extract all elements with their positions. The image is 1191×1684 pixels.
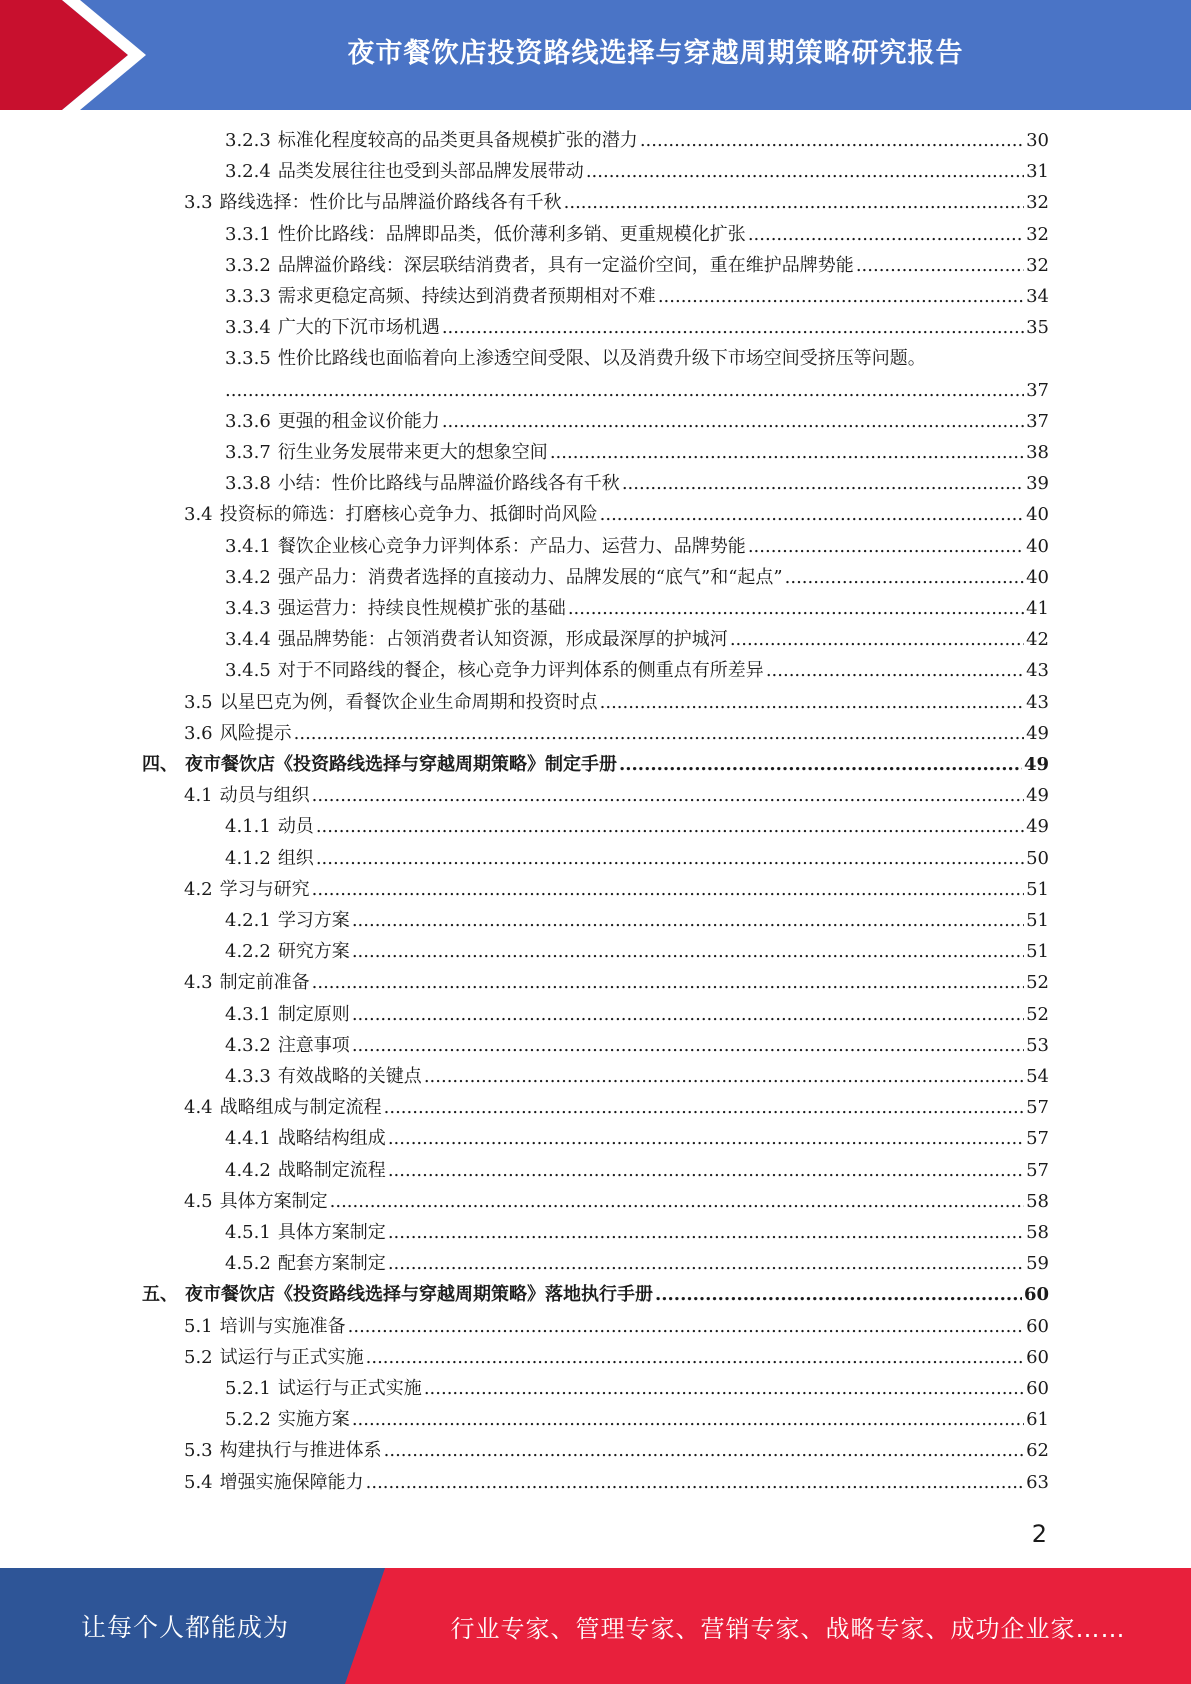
toc-dot-leader — [785, 565, 1024, 591]
toc-dot-leader — [766, 658, 1024, 684]
toc-dot-leader — [748, 222, 1024, 248]
toc-dot-leader — [225, 378, 1024, 404]
toc-entry[interactable] — [184, 690, 1049, 716]
toc-dot-leader — [388, 1126, 1024, 1152]
toc-entry[interactable] — [225, 1158, 1049, 1184]
toc-entry-page: 52 — [1026, 972, 1049, 994]
toc-entry-title: 动员与组织 — [219, 785, 310, 807]
toc-dot-leader — [366, 1470, 1024, 1496]
toc-entry-page: 37 — [1026, 379, 1049, 401]
toc-entry-continuation[interactable] — [225, 378, 1049, 404]
toc-entry-title: 制定前准备 — [219, 972, 310, 994]
toc-entry-page: 59 — [1026, 1253, 1049, 1275]
toc-entry-title: 注意事项 — [277, 1034, 350, 1056]
toc-entry-page: 31 — [1026, 161, 1049, 183]
toc-chapter-entry[interactable] — [142, 1282, 1049, 1308]
toc-entry-number: 5.2 — [184, 1346, 213, 1368]
toc-entry[interactable] — [225, 409, 1049, 435]
toc-dot-leader — [384, 1438, 1024, 1464]
toc-entry-page: 58 — [1026, 1190, 1049, 1212]
toc-entry-page: 57 — [1026, 1128, 1049, 1150]
toc-entry-page: 60 — [1026, 1346, 1049, 1368]
toc-entry-number: 4.3.2 — [225, 1034, 271, 1056]
footer-roles: 行业专家、管理专家、营销专家、战略专家、成功企业家…… — [450, 1614, 1126, 1643]
toc-dot-leader — [316, 846, 1024, 872]
toc-entry-number: 3.4.1 — [225, 535, 271, 557]
toc-entry-title: 性价比路线：品牌即品类，低价薄利多销、更重规模化扩张 — [277, 223, 746, 245]
toc-entry-number: 3.3.1 — [225, 223, 271, 245]
toc-entry-number: 5.2.1 — [225, 1378, 271, 1399]
toc-dot-leader — [352, 1033, 1024, 1059]
toc-entry-page: 51 — [1026, 910, 1049, 931]
toc-entry[interactable] — [184, 783, 1049, 809]
toc-entry-title: 强产品力：消费者选择的直接动力、品牌发展的“底气”和“起点” — [277, 566, 783, 588]
toc-entry-number: 4.3.3 — [225, 1066, 271, 1087]
toc-entry-page: 39 — [1026, 473, 1049, 495]
toc-entry-page: 43 — [1026, 660, 1049, 682]
toc-entry[interactable] — [225, 1126, 1049, 1152]
toc-entry-number: 4.1.2 — [225, 847, 271, 869]
toc-entry-title: 投资标的筛选：打磨核心竞争力、抵御时尚风险 — [219, 504, 598, 526]
toc-entry-number: 3.4.2 — [225, 566, 271, 588]
toc-entry[interactable] — [184, 190, 1049, 216]
toc-entry[interactable] — [184, 877, 1049, 903]
toc-entry[interactable] — [184, 970, 1049, 996]
toc-entry-title: 配套方案制定 — [277, 1253, 386, 1275]
toc-dot-leader — [748, 534, 1024, 560]
toc-entry-number: 3.4 — [184, 504, 213, 526]
toc-entry-title: 战略制定流程 — [277, 1159, 386, 1181]
toc-entry[interactable] — [225, 1376, 1049, 1402]
toc-entry-page: 42 — [1026, 629, 1049, 651]
toc-entry[interactable] — [184, 1314, 1049, 1340]
toc-dot-leader — [348, 1314, 1024, 1340]
toc-dot-leader — [442, 315, 1024, 341]
toc-entry-title: 衍生业务发展带来更大的想象空间 — [277, 442, 548, 463]
toc-entry-page: 63 — [1026, 1471, 1049, 1493]
toc-dot-leader — [294, 721, 1024, 747]
toc-dot-leader — [622, 471, 1024, 497]
toc-dot-leader — [312, 783, 1024, 809]
toc-entry-title: 需求更稳定高频、持续达到消费者预期相对不难 — [277, 286, 656, 307]
toc-entry-page: 34 — [1026, 286, 1049, 307]
toc-entry-page: 37 — [1026, 410, 1049, 432]
toc-entry[interactable] — [225, 1220, 1049, 1246]
toc-dot-leader — [330, 1189, 1024, 1215]
toc-entry-number: 3.4.3 — [225, 598, 271, 619]
toc-entry-page: 54 — [1026, 1066, 1049, 1087]
toc-entry-title: 品类发展往往也受到头部品牌发展带动 — [277, 161, 584, 183]
toc-entry-title: 学习与研究 — [219, 878, 310, 900]
toc-entry-title: 强运营力：持续良性规模扩张的基础 — [277, 598, 566, 619]
toc-entry-title: 试运行与正式实施 — [219, 1346, 364, 1368]
toc-entry-number: 四、 — [142, 754, 178, 775]
toc-dot-leader — [388, 1251, 1024, 1277]
toc-entry-number: 4.1.1 — [225, 816, 271, 838]
toc-entry[interactable] — [225, 565, 1049, 591]
toc-entry[interactable] — [225, 1064, 1049, 1090]
toc-entry-page: 30 — [1026, 130, 1049, 151]
toc-dot-leader — [550, 440, 1024, 466]
page-header — [0, 0, 1191, 110]
toc-entry-number: 3.2.3 — [225, 130, 271, 151]
toc-entry-title: 以星巴克为例，看餐饮企业生命周期和投资时点 — [219, 691, 598, 713]
toc-entry-number: 4.4 — [184, 1097, 213, 1119]
toc-entry-page: 52 — [1026, 1003, 1049, 1025]
toc-entry-page: 32 — [1026, 223, 1049, 245]
toc-entry-number: 4.3.1 — [225, 1003, 271, 1025]
toc-entry[interactable] — [225, 222, 1049, 248]
toc-entry-number: 4.5.1 — [225, 1222, 271, 1243]
toc-entry-page: 62 — [1026, 1440, 1049, 1462]
toc-entry-page: 49 — [1026, 722, 1049, 744]
toc-entry-title: 风险提示 — [219, 722, 292, 744]
toc-entry-title: 夜市餐饮店《投资路线选择与穿越周期策略》落地执行手册 — [185, 1284, 653, 1306]
toc-entry-number: 3.3.7 — [225, 442, 271, 463]
toc-entry[interactable] — [225, 1251, 1049, 1277]
document-title: 夜市餐饮店投资路线选择与穿越周期策略研究报告 — [347, 37, 964, 69]
toc-entry-title: 动员 — [277, 816, 314, 838]
toc-entry-number: 3.6 — [184, 722, 213, 744]
toc-entry-title: 强品牌势能：占领消费者认知资源，形成最深厚的护城河 — [277, 629, 728, 651]
toc-entry-page: 41 — [1026, 598, 1049, 619]
toc-entry[interactable] — [225, 846, 1049, 872]
toc-entry-title: 夜市餐饮店《投资路线选择与穿越周期策略》制定手册 — [185, 754, 617, 775]
toc-entry-number: 3.4.4 — [225, 629, 271, 651]
page-number: 2 — [1031, 1520, 1047, 1548]
toc-dot-leader — [388, 1220, 1024, 1246]
toc-entry-page: 58 — [1026, 1222, 1049, 1243]
toc-entry-number: 3.3.5 — [225, 348, 271, 370]
toc-entry-number: 5.4 — [184, 1471, 213, 1493]
toc-entry-number: 4.3 — [184, 972, 213, 994]
toc-entry-title: 组织 — [277, 847, 314, 869]
toc-entry-title: 餐饮企业核心竞争力评判体系：产品力、运营力、品牌势能 — [277, 535, 746, 557]
toc-entry-number: 3.3 — [184, 192, 213, 214]
toc-entry-number: 4.2.1 — [225, 910, 271, 931]
toc-entry-title: 有效战略的关键点 — [277, 1066, 422, 1087]
toc-dot-leader — [312, 877, 1024, 903]
toc-entry[interactable] — [225, 1407, 1049, 1433]
toc-entry-number: 4.4.1 — [225, 1128, 271, 1150]
toc-dot-leader — [586, 159, 1024, 185]
toc-entry[interactable] — [225, 814, 1049, 840]
toc-entry-title: 路线选择：性价比与品牌溢价路线各有千秋 — [219, 192, 562, 214]
toc-dot-leader — [424, 1064, 1024, 1090]
toc-entry[interactable] — [225, 534, 1049, 560]
toc-entry-title: 广大的下沉市场机遇 — [277, 317, 440, 339]
toc-entry[interactable] — [184, 1470, 1049, 1496]
footer-slogan: 让每个人都能成为 — [80, 1613, 289, 1642]
toc-dot-leader — [600, 502, 1024, 528]
toc-entry-number: 4.5 — [184, 1190, 213, 1212]
toc-entry[interactable] — [184, 1095, 1049, 1121]
toc-entry-page: 40 — [1026, 566, 1049, 588]
toc-entry-number: 五、 — [142, 1284, 178, 1306]
toc-entry[interactable] — [225, 159, 1049, 185]
toc-entry-title: 战略组成与制定流程 — [219, 1097, 382, 1119]
toc-entry[interactable] — [225, 658, 1049, 684]
toc-entry-title: 小结：性价比路线与品牌溢价路线各有千秋 — [277, 473, 620, 495]
toc-entry[interactable] — [225, 128, 1049, 154]
toc-entry-title: 具体方案制定 — [219, 1190, 328, 1212]
toc-dot-leader — [442, 409, 1024, 435]
toc-entry-number: 4.2 — [184, 878, 213, 900]
toc-entry-page: 49 — [1026, 816, 1049, 838]
toc-entry[interactable] — [184, 1438, 1049, 1464]
toc-entry-number: 3.5 — [184, 691, 213, 713]
toc-entry-title: 对于不同路线的餐企，核心竞争力评判体系的侧重点有所差异 — [277, 660, 764, 682]
toc-entry-page: 51 — [1026, 878, 1049, 900]
toc-entry-page: 51 — [1026, 941, 1049, 963]
toc-dot-leader — [352, 908, 1024, 934]
toc-dot-leader — [316, 814, 1024, 840]
toc-entry[interactable] — [225, 346, 1049, 372]
toc-entry-page: 43 — [1026, 691, 1049, 713]
toc-entry[interactable] — [184, 502, 1049, 528]
toc-entry-page: 60 — [1023, 1284, 1049, 1306]
toc-entry-page: 60 — [1026, 1315, 1049, 1337]
toc-entry[interactable] — [225, 596, 1049, 622]
toc-dot-leader — [730, 627, 1024, 653]
toc-entry-title: 实施方案 — [277, 1409, 350, 1431]
toc-entry-page: 60 — [1026, 1378, 1049, 1399]
toc-dot-leader — [388, 1158, 1024, 1184]
toc-entry-page: 57 — [1026, 1159, 1049, 1181]
toc-entry-page: 61 — [1026, 1409, 1049, 1431]
toc-entry-number: 3.4.5 — [225, 660, 271, 682]
toc-entry-title: 研究方案 — [277, 941, 350, 963]
toc-entry[interactable] — [225, 939, 1049, 965]
toc-entry-number: 5.1 — [184, 1315, 213, 1337]
toc-entry[interactable] — [225, 440, 1049, 466]
toc-dot-leader — [352, 1407, 1024, 1433]
toc-entry-page: 49 — [1023, 754, 1049, 775]
toc-entry-page: 50 — [1026, 847, 1049, 869]
toc-entry[interactable] — [225, 471, 1049, 497]
toc-entry-number: 4.4.2 — [225, 1159, 271, 1181]
toc-entry-title: 培训与实施准备 — [219, 1315, 346, 1337]
toc-entry-number: 3.2.4 — [225, 161, 271, 183]
toc-entry-title: 品牌溢价路线：深层联结消费者，具有一定溢价空间，重在维护品牌势能 — [277, 254, 854, 276]
toc-entry-number: 3.3.2 — [225, 254, 271, 276]
toc-dot-leader — [352, 1002, 1024, 1028]
toc-entry-page: 38 — [1026, 442, 1049, 463]
toc-entry-title: 试运行与正式实施 — [277, 1378, 422, 1399]
toc-entry[interactable] — [184, 1189, 1049, 1215]
toc-entry-number: 4.5.2 — [225, 1253, 271, 1275]
toc-entry-number: 4.2.2 — [225, 941, 271, 963]
toc-entry-title: 更强的租金议价能力 — [277, 410, 440, 432]
toc-entry[interactable] — [225, 908, 1049, 934]
toc-dot-leader — [424, 1376, 1024, 1402]
toc-entry-page: 35 — [1026, 317, 1049, 339]
toc-entry[interactable] — [225, 627, 1049, 653]
toc-entry-title: 增强实施保障能力 — [219, 1471, 364, 1493]
toc-chapter-entry[interactable] — [142, 752, 1049, 778]
toc-dot-leader — [600, 690, 1024, 716]
toc-dot-leader — [568, 596, 1024, 622]
toc-entry-number: 3.3.6 — [225, 410, 271, 432]
toc-entry[interactable] — [225, 284, 1049, 310]
toc-entry-title: 战略结构组成 — [277, 1128, 386, 1150]
toc-entry[interactable] — [184, 721, 1049, 747]
toc-entry-title: 标准化程度较高的品类更具备规模扩张的潜力 — [277, 130, 638, 151]
toc-entry-number: 5.2.2 — [225, 1409, 271, 1431]
toc-entry[interactable] — [184, 1345, 1049, 1371]
toc-entry[interactable] — [225, 1002, 1049, 1028]
toc-entry-number: 3.3.4 — [225, 317, 271, 339]
toc-entry[interactable] — [225, 1033, 1049, 1059]
toc-entry-page: 40 — [1026, 504, 1049, 526]
toc-entry-number: 3.3.8 — [225, 473, 271, 495]
toc-entry[interactable] — [225, 253, 1049, 279]
toc-entry[interactable] — [225, 315, 1049, 341]
toc-dot-leader — [856, 253, 1024, 279]
toc-entry-number: 4.1 — [184, 785, 213, 807]
toc-entry-page: 57 — [1026, 1097, 1049, 1119]
toc-dot-leader — [640, 128, 1024, 154]
toc-dot-leader — [312, 970, 1024, 996]
toc-entry-page: 32 — [1026, 192, 1049, 214]
toc-entry-title: 制定原则 — [277, 1003, 350, 1025]
toc-entry-title: 具体方案制定 — [277, 1222, 386, 1243]
toc-entry-page: 49 — [1026, 785, 1049, 807]
toc-dot-leader — [655, 1282, 1022, 1308]
toc-dot-leader — [619, 752, 1022, 778]
toc-entry-number: 5.3 — [184, 1440, 213, 1462]
toc-dot-leader — [564, 190, 1024, 216]
toc-dot-leader — [352, 939, 1024, 965]
toc-entry-title: 学习方案 — [277, 910, 350, 931]
toc-entry-page: 53 — [1026, 1034, 1049, 1056]
toc-dot-leader — [658, 284, 1024, 310]
toc-entry-page: 40 — [1026, 535, 1049, 557]
toc-entry-title: 构建执行与推进体系 — [219, 1440, 382, 1462]
toc-entry-page: 32 — [1026, 254, 1049, 276]
toc-dot-leader — [366, 1345, 1024, 1371]
toc-dot-leader — [384, 1095, 1024, 1121]
page-footer — [0, 1568, 1191, 1684]
toc-entry-number: 3.3.3 — [225, 286, 271, 307]
toc-entry-title: 性价比路线也面临着向上渗透空间受限、以及消费升级下市场空间受挤压等问题。 — [277, 348, 926, 370]
